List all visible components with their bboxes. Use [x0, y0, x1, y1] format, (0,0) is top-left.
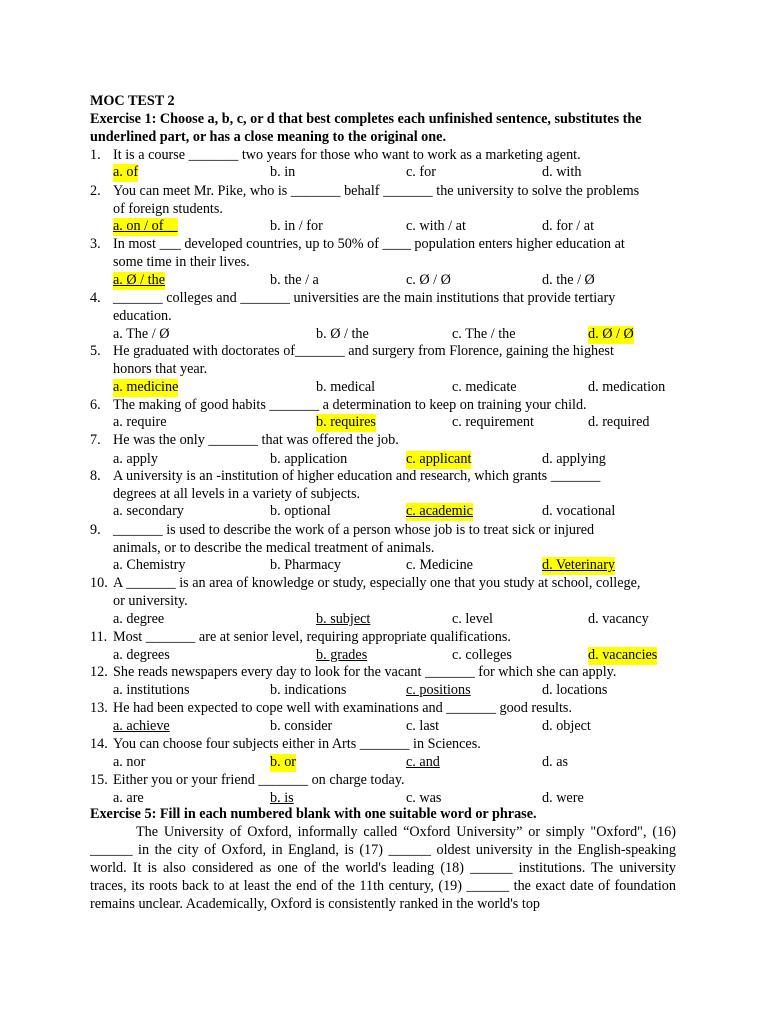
answer-option-d: d. locations — [542, 682, 608, 698]
answer-option-a: a. degrees — [113, 647, 170, 663]
question-number: 13. — [90, 700, 108, 716]
question-text-line: He graduated with doctorates of_______ and surgery from Florence, gaining the highest — [113, 343, 614, 359]
answer-option-a: a. Chemistry — [113, 557, 186, 573]
question-text-line: _______ is used to describe the work of a person whose job is to treat sick or injured — [113, 522, 595, 538]
answer-option-d: d. object — [542, 718, 591, 734]
question-text-line: You can choose four subjects either in Arts _______ in Sciences. — [113, 736, 481, 752]
answer-option-d: d. required — [588, 414, 650, 430]
question-text-line: A _______ is an area of knowledge or study, especially one that you study at school, college, — [113, 575, 641, 591]
question-number: 5. — [90, 343, 101, 359]
answer-option-a: a. apply — [113, 451, 158, 467]
question-text-line: education. — [113, 308, 172, 324]
answer-option-c: c. The / the — [452, 326, 516, 342]
answer-option-b: b. is — [270, 790, 294, 806]
question-text-line: some time in their lives. — [113, 254, 250, 270]
question-text-line: of foreign students. — [113, 201, 223, 217]
question-text-line: _______ colleges and _______ universities are the main institutions that provide tertiary — [113, 290, 616, 306]
answer-option-a: a. Ø / the — [113, 272, 166, 288]
answer-option-c: c. applicant — [406, 451, 472, 467]
answer-option-a: a. are — [113, 790, 144, 806]
answer-option-c: c. academic — [406, 503, 473, 519]
answer-option-c: c. requirement — [452, 414, 534, 430]
answer-option-b: b. requires — [316, 414, 376, 430]
answer-option-c: c. colleges — [452, 647, 512, 663]
answer-option-a: a. of — [113, 164, 139, 180]
answer-option-d: d. Ø / Ø — [588, 326, 634, 342]
question-text-line: The making of good habits _______ a determination to keep on training your child. — [113, 397, 587, 413]
question-text-line: Most _______ are at senior level, requiring appropriate qualifications. — [113, 629, 511, 645]
answer-option-b: b. subject — [316, 611, 371, 627]
exercise5-paragraph-text: The University of Oxford, informally called “Oxford University” or simply "Oxford", (16) ______ in the city of Oxford, in England, is (17) ______ oldest university in the English-speaking world. It is also considered as one of the world's leading (18) ______ institutions. The university traces, its roots back to at least the end of the 11th century, (19) ______ the exact date of foundation remains unclear. Academically, Oxford is consistently ranked in the world's top — [90, 824, 676, 912]
answer-option-b: b. Ø / the — [316, 326, 369, 342]
question-number: 9. — [90, 522, 101, 538]
answer-option-c: c. medicate — [452, 379, 517, 395]
answer-option-c: c. level — [452, 611, 493, 627]
answer-option-c: c. positions — [406, 682, 471, 698]
answer-option-d: d. were — [542, 790, 584, 806]
answer-option-b: b. grades — [316, 647, 368, 663]
question-text-line: He had been expected to cope well with examinations and _______ good results. — [113, 700, 573, 716]
answer-option-a: a. The / Ø — [113, 326, 170, 342]
question-number: 4. — [90, 290, 101, 306]
answer-option-a: a. nor — [113, 754, 146, 770]
answer-option-c: c. with / at — [406, 218, 466, 234]
page-title: MOC TEST 2 — [90, 93, 175, 109]
answer-option-d: d. as — [542, 754, 569, 770]
question-text-line: Either you or your friend _______ on charge today. — [113, 772, 405, 788]
answer-option-a: a. achieve — [113, 718, 170, 734]
question-number: 8. — [90, 468, 101, 484]
question-text-line: honors that year. — [113, 361, 208, 377]
answer-option-a: a. require — [113, 414, 167, 430]
question-text-line: It is a course _______ two years for those who want to work as a marketing agent. — [113, 147, 581, 163]
question-number: 14. — [90, 736, 108, 752]
exercise5-heading: Exercise 5: Fill in each numbered blank with one suitable word or phrase. — [90, 806, 537, 822]
answer-option-d: d. with — [542, 164, 582, 180]
question-text-line: A university is an -institution of higher education and research, which grants _______ — [113, 468, 601, 484]
question-text-line: In most ___ developed countries, up to 50% of ____ population enters higher education at — [113, 236, 625, 252]
answer-option-d: d. Veterinary — [542, 557, 616, 573]
answer-option-c: c. last — [406, 718, 440, 734]
question-text-line: animals, or to describe the medical treatment of animals. — [113, 540, 435, 556]
question-number: 11. — [90, 629, 108, 645]
question-text-line: or university. — [113, 593, 188, 609]
answer-option-b: b. the / a — [270, 272, 319, 288]
answer-option-d: d. vocational — [542, 503, 616, 519]
answer-option-d: d. vacancy — [588, 611, 649, 627]
answer-option-d: d. vacancies — [588, 647, 658, 663]
question-number: 1. — [90, 147, 101, 163]
answer-option-b: b. in / for — [270, 218, 323, 234]
answer-option-b: b. in — [270, 164, 296, 180]
exercise1-heading-line2: underlined part, or has a close meaning to the original one. — [90, 129, 447, 145]
question-number: 6. — [90, 397, 101, 413]
answer-option-b: b. optional — [270, 503, 331, 519]
question-number: 12. — [90, 664, 108, 680]
answer-option-a: a. secondary — [113, 503, 184, 519]
answer-option-b: b. Pharmacy — [270, 557, 341, 573]
answer-option-a: a. on / of__ — [113, 218, 178, 234]
answer-option-c: c. was — [406, 790, 442, 806]
answer-option-d: d. applying — [542, 451, 606, 467]
answer-option-a: a. medicine — [113, 379, 179, 395]
exercise5-paragraph — [90, 824, 676, 914]
question-number: 7. — [90, 432, 101, 448]
exercise1-heading-line1: Exercise 1: Choose a, b, c, or d that best completes each unfinished sentence, substitutes the — [90, 111, 642, 127]
question-text-line: degrees at all levels in a variety of subjects. — [113, 486, 361, 502]
answer-option-a: a. degree — [113, 611, 165, 627]
question-text-line: She reads newspapers every day to look for the vacant _______ for which she can apply. — [113, 664, 617, 680]
answer-option-d: d. for / at — [542, 218, 595, 234]
question-number: 10. — [90, 575, 108, 591]
answer-option-c: c. for — [406, 164, 436, 180]
answer-option-b: b. or — [270, 754, 297, 770]
answer-option-b: b. medical — [316, 379, 376, 395]
answer-option-b: b. indications — [270, 682, 347, 698]
question-number: 2. — [90, 183, 101, 199]
answer-option-c: c. and — [406, 754, 440, 770]
answer-option-c: c. Medicine — [406, 557, 473, 573]
question-number: 15. — [90, 772, 108, 788]
question-text-line: You can meet Mr. Pike, who is _______ behalf _______ the university to solve the problems — [113, 183, 640, 199]
answer-option-d: d. medication — [588, 379, 666, 395]
answer-option-c: c. Ø / Ø — [406, 272, 451, 288]
answer-option-b: b. consider — [270, 718, 333, 734]
answer-option-b: b. application — [270, 451, 348, 467]
question-number: 3. — [90, 236, 101, 252]
answer-option-a: a. institutions — [113, 682, 190, 698]
answer-option-d: d. the / Ø — [542, 272, 595, 288]
question-text-line: He was the only _______ that was offered the job. — [113, 432, 399, 448]
